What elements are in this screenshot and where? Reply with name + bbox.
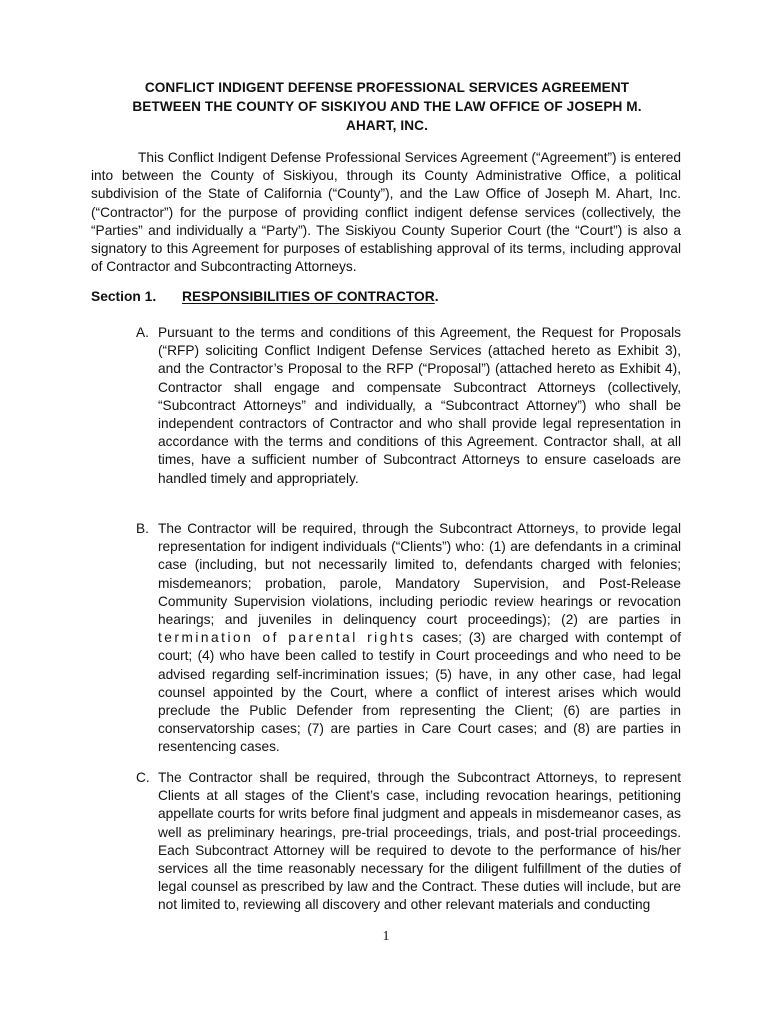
list-item-c [136, 769, 681, 915]
section-title: RESPONSIBILITIES OF CONTRACTOR [182, 289, 435, 304]
title-line-3: AHART, INC. [346, 118, 428, 133]
item-text: The Contractor shall be required, through the Subcontract Attorneys, to represent Clients at all stages of the Client’s case, including revocation hearings, petitioning appellate courts for writs before final judgment and appeals in misdemeanor cases, as well as preliminary hearings, pre-trial proceedings, trials, and post-trial proceedings. Each Subcontract Attorney will be required to devote to the performance of his/her services all the time reasonably necessary for the diligent fulfillment of the duties of legal counsel as prescribed by law and the Contract. These duties will include, but are not limited to, reviewing all discovery and other relevant materials and conducting [158, 770, 681, 913]
section-number: Section 1. [91, 289, 157, 304]
page-number: 1 [382, 929, 390, 944]
item-letter: A. [136, 325, 149, 340]
list-item-a [136, 324, 681, 488]
title-line-2: BETWEEN THE COUNTY OF SISKIYOU AND THE LAW OFFICE OF JOSEPH M. [132, 99, 642, 114]
item-text-part-1: The Contractor will be required, through the Subcontract Attorneys, to provide legal representation for indigent individuals (“Clients”) who: (1) are defendants in a criminal case (including, but not necessarily limited to, defendants charged with felonies; misdemeanors; probation, parole, Mandatory Supervision, and Post-Release Community Supervision violations, including periodic review hearings or revocation hearings; and juveniles in delinquency court proceedings); (2) are parties in [158, 521, 681, 628]
document-title [90, 78, 684, 135]
section-heading [91, 288, 681, 306]
section-title-suffix: . [434, 289, 439, 304]
intro-paragraph: This Conflict Indigent Defense Professional Services Agreement (“Agreement”) is entered into between the County of Siskiyou, through its County Administrative Office, a political subdivision of the State of California (“County”), and the Law Office of Joseph M. Ahart, Inc. (“Contractor”) for the purpose of providing conflict indigent defense services (collectively, the “Parties” and individually a “Party”). The Siskiyou County Superior Court (the “Court”) is also a signatory to this Agreement for purposes of establishing approval of its terms, including approval of Contractor and Subcontracting Attorneys. [91, 150, 681, 275]
item-text-spaced: termination of parental rights [158, 630, 416, 646]
item-letter: B. [136, 521, 149, 536]
list-item-b [136, 520, 681, 757]
item-text-part-2: cases; (3) are charged with contempt of court; (4) who have been called to testify in Court proceedings and who need to be advised regarding self-incrimination issues; (5) have, in any other case, had legal counsel appointed by the Court, where a conflict of interest arises which would preclude the Public Defender from representing the Client; (6) are parties in conservatorship cases; (7) are parties in Care Court cases; and (8) are parties in resentencing cases. [158, 630, 681, 755]
item-text: Pursuant to the terms and conditions of this Agreement, the Request for Proposals (“RFP) soliciting Conflict Indigent Defense Services (attached hereto as Exhibit 3), and the Contractor’s Proposal to the RFP (“Proposal”) (attached hereto as Exhibit 4), Contractor shall engage and compensate Subcontract Attorneys (collectively, “Subcontract Attorneys” and individually, a “Subcontract Attorney”) who shall be independent contractors of Contractor and who shall provide legal representation in accordance with the terms and conditions of this Agreement. Contractor shall, at all times, have a sufficient number of Subcontract Attorneys to ensure caseloads are handled timely and appropriately. [158, 325, 681, 486]
item-text [158, 520, 681, 757]
title-line-1: CONFLICT INDIGENT DEFENSE PROFESSIONAL SERVICES AGREEMENT [144, 80, 630, 95]
item-letter: C. [136, 770, 150, 785]
